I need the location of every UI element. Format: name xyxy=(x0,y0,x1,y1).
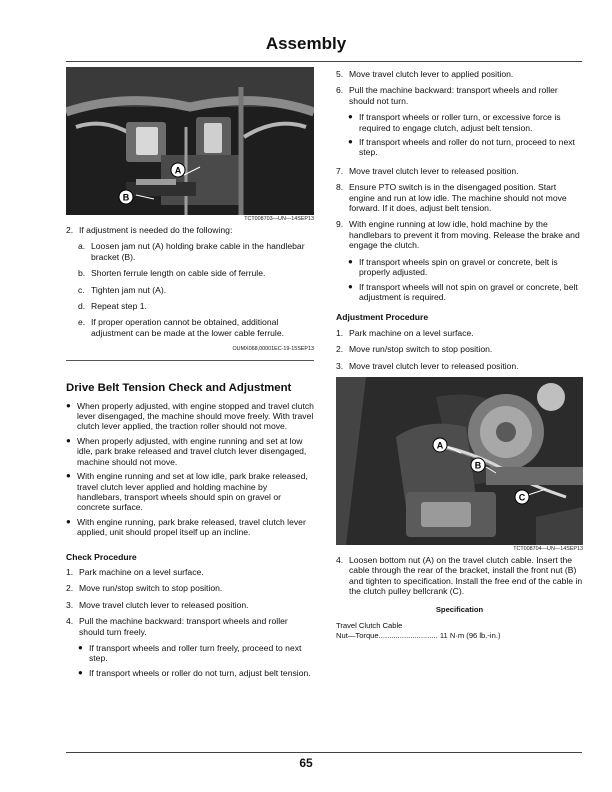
substep-letter: a. xyxy=(78,241,86,252)
photo-caption: TCT008704—UN—14SEP13 xyxy=(513,545,583,552)
photo-caption: TCT008703—UN—14SEP13 xyxy=(244,216,314,222)
bullet-text: With engine running and set at low idle, park brake released, travel clutch lever applied and holding machine by handlebars, transport wheels should spin on gravel or concrete surface. xyxy=(77,471,308,513)
bullet-icon: ● xyxy=(66,471,71,481)
check-step4-bullets xyxy=(78,643,314,678)
step-number: 9. xyxy=(336,219,344,230)
spec-label: Nut—Torque xyxy=(336,630,379,640)
adjust-step xyxy=(336,328,583,338)
step-text: Pull the machine backward: transport wheels and roller should turn freely. xyxy=(79,616,288,637)
bullet-text: With engine running, park brake released, travel clutch lever applied, unit should propel itself up an incline. xyxy=(77,516,306,538)
step6-bullets xyxy=(348,112,583,158)
step-text: Move travel clutch lever to released position. xyxy=(349,360,519,371)
bullet-item xyxy=(66,436,314,467)
step-text: Ensure PTO switch is in the disengaged position. Start engine and run at low idle. The machine should not move forward. If it does, adjust belt tension. xyxy=(349,182,567,214)
bullet-text: If transport wheels or roller do not turn, adjust belt tension. xyxy=(89,667,311,678)
bullet-text: If transport wheels will not spin on gravel or concrete, belt adjustment is required. xyxy=(359,281,578,302)
step xyxy=(336,166,583,176)
spec-leader: ............................ xyxy=(378,630,438,640)
substep-text: Tighten jam nut (A). xyxy=(91,284,167,295)
bullet-text: If transport wheels spin on gravel or concrete, belt is properly adjusted. xyxy=(359,256,558,278)
bullet-item xyxy=(78,668,314,678)
step-text: With engine running at low idle, hold machine by the handlebars to prevent it from moving. Release the brake and engage the clutch. xyxy=(349,219,580,251)
bullet-icon: ● xyxy=(66,400,71,410)
section-title: Drive Belt Tension Check and Adjustment xyxy=(66,381,292,394)
substep-letter: d. xyxy=(78,301,86,312)
step xyxy=(336,219,583,250)
callout-b-label: B xyxy=(474,460,482,471)
spec-value: 11 N·m (96 lb.-in.) xyxy=(439,630,501,640)
step xyxy=(336,85,583,106)
substep xyxy=(78,241,314,262)
check-procedure-list xyxy=(66,567,314,637)
substep-list xyxy=(78,241,314,338)
step-2 xyxy=(66,225,314,235)
step-text: Move travel clutch lever to released position. xyxy=(79,599,249,610)
check-step xyxy=(66,567,314,577)
substep xyxy=(78,317,314,338)
step-number: 7. xyxy=(336,165,344,176)
page-number: 65 xyxy=(299,756,313,770)
step-number: 4. xyxy=(66,616,74,627)
step-text: If adjustment is needed do the following: xyxy=(79,225,233,235)
substep-text: Shorten ferrule length on cable side of ferrule. xyxy=(91,268,266,279)
step-number: 4. xyxy=(336,554,344,565)
bullet-item xyxy=(348,112,583,133)
step-number: 2. xyxy=(336,344,344,355)
step xyxy=(336,69,583,79)
bullet-item xyxy=(78,643,314,664)
adjust-step xyxy=(336,361,583,371)
bullet-list xyxy=(66,401,314,538)
substep xyxy=(78,301,314,311)
specification-heading: Specification xyxy=(435,604,484,614)
step-number: 8. xyxy=(336,182,344,193)
page-title: Assembly xyxy=(265,34,347,53)
bullet-item xyxy=(348,137,583,158)
bullet-item xyxy=(66,517,314,538)
substep xyxy=(78,268,314,278)
step-number: 3. xyxy=(336,360,344,371)
bullet-text: If transport wheels and roller turn freely, proceed to next step. xyxy=(89,642,302,664)
step9-bullets xyxy=(348,257,583,303)
adjust-step-4 xyxy=(336,555,583,597)
bullet-icon: ● xyxy=(78,667,83,677)
bullet-icon: ● xyxy=(66,516,71,526)
step-text: Move travel clutch lever to applied position. xyxy=(349,69,514,79)
bullet-icon: ● xyxy=(66,435,71,445)
check-procedure-title: Check Procedure xyxy=(66,551,137,562)
step-number: 5. xyxy=(336,69,344,79)
steps-5-6 xyxy=(336,69,583,106)
substep-text: Loosen jam nut (A) holding brake cable in the handlebar bracket (B). xyxy=(91,241,305,262)
step-text: Move travel clutch lever to released position. xyxy=(349,165,519,176)
step-number: 2. xyxy=(66,583,74,594)
handlebar-bracket-photo xyxy=(66,67,314,215)
bullet-item xyxy=(66,401,314,432)
step xyxy=(336,182,583,213)
bullet-icon: ● xyxy=(348,137,353,147)
steps-7-9 xyxy=(336,166,583,251)
spec-item: Travel Clutch Cable xyxy=(336,620,403,630)
check-step xyxy=(66,600,314,610)
bullet-item xyxy=(348,282,583,303)
step-number: 1. xyxy=(336,327,344,338)
bullet-text: If transport wheels and roller do not turn, proceed to next step. xyxy=(359,137,575,158)
bullet-icon: ● xyxy=(348,112,353,122)
section-divider xyxy=(66,360,314,361)
step-text: Loosen bottom nut (A) on the travel clutch cable. Insert the cable through the rear of the bracket, install the front nut (B) and tighten to specification. Install the free end of the cable in the clutch pulley bellcrank (C). xyxy=(349,554,583,597)
callout-a-label: A xyxy=(436,440,444,451)
adjustment-procedure-list xyxy=(336,328,583,371)
footer-rule xyxy=(66,752,582,753)
left-column xyxy=(66,67,314,682)
bullet-text: When properly adjusted, with engine stopped and travel clutch lever disengaged, the machine should move freely. With travel clutch lever applied, the traction roller should not move. xyxy=(77,400,314,432)
check-step xyxy=(66,616,314,637)
callout-b-label: B xyxy=(122,192,130,203)
step-text: Move run/stop switch to stop position. xyxy=(349,344,493,355)
callout-c-label: C xyxy=(518,492,526,503)
check-step xyxy=(66,583,314,593)
step-number: 6. xyxy=(336,85,344,96)
clutch-cable-photo xyxy=(336,377,583,545)
substep-text: If proper operation cannot be obtained, additional adjustment can be made at the lower cable ferrule. xyxy=(91,317,284,338)
bullet-text: When properly adjusted, with engine running and set at low idle, park brake released and travel clutch lever disengaged, machine should not move. xyxy=(77,435,307,467)
step-text: Park machine on a level surface. xyxy=(349,327,474,338)
callout-a-label: A xyxy=(174,165,182,176)
bullet-icon: ● xyxy=(348,256,353,266)
bullet-text: If transport wheels or roller turn, or excessive force is required to engage clutch, adjust belt tension. xyxy=(359,112,561,133)
step-text: Move run/stop switch to stop position. xyxy=(79,583,223,594)
substep-letter: e. xyxy=(78,317,86,328)
bullet-icon: ● xyxy=(348,281,353,291)
substep xyxy=(78,285,314,295)
bullet-icon: ● xyxy=(78,642,83,652)
substep-letter: c. xyxy=(78,284,85,295)
document-reference: OUMX068,00001EC-19-15SEP13 xyxy=(232,346,314,353)
bullet-item xyxy=(66,471,314,513)
spec-row xyxy=(336,631,583,641)
header-rule xyxy=(66,61,582,62)
substep-text: Repeat step 1. xyxy=(91,301,147,312)
step-number: 2. xyxy=(66,225,74,235)
right-column xyxy=(336,69,583,641)
step-text: Park machine on a level surface. xyxy=(79,566,204,577)
adjustment-procedure-title: Adjustment Procedure xyxy=(336,312,429,323)
substep-letter: b. xyxy=(78,268,86,279)
step-number: 3. xyxy=(66,599,74,610)
step-text: Pull the machine backward: transport wheels and roller should not turn. xyxy=(349,85,558,106)
adjust-step xyxy=(336,344,583,354)
bullet-item xyxy=(348,257,583,278)
step-number: 1. xyxy=(66,566,74,577)
